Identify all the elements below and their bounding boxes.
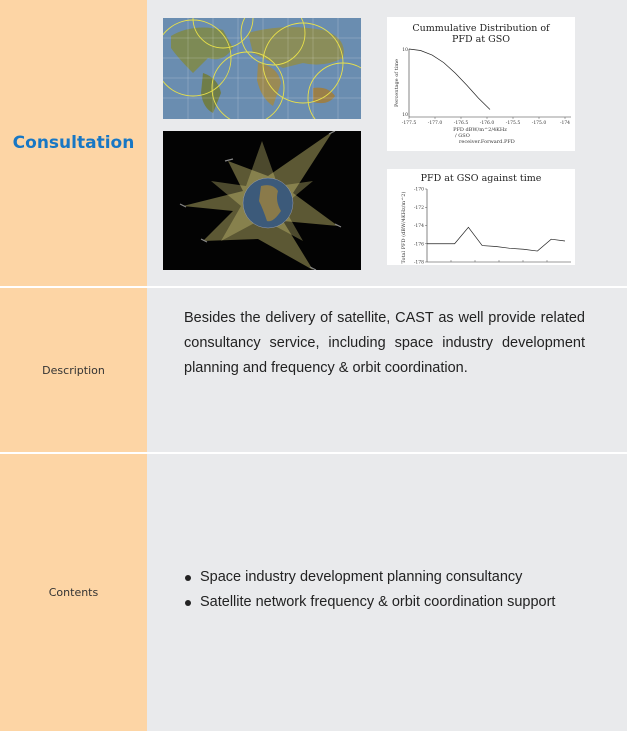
list-item: Space industry development planning consultancy — [184, 565, 555, 590]
description-label-cell — [0, 288, 147, 452]
description-row — [0, 288, 627, 452]
contents-label-cell — [0, 454, 147, 731]
y-axis-label: Percentage of time — [394, 59, 400, 107]
consultation-row — [0, 0, 627, 286]
y-tick-label: 10 — [402, 113, 408, 118]
contents-label: Contents — [48, 586, 99, 599]
y-tick-label: -176 — [413, 242, 424, 248]
cumulative-distribution-chart — [387, 17, 575, 151]
world-coverage-map-image — [163, 18, 361, 119]
chart-title: PFD at GSO against time — [420, 173, 542, 184]
x-tick-label: -175.5 — [505, 121, 521, 126]
consultation-images-cell — [147, 0, 627, 286]
x-tick-label: -176.5 — [453, 121, 469, 126]
y-tick-label: -170 — [413, 187, 424, 193]
contents-list — [184, 565, 555, 615]
section-title: Consultation — [12, 133, 135, 153]
y-tick-label: -178 — [413, 260, 424, 265]
pfd-vs-time-plot — [387, 169, 575, 265]
chart-title-text: Cummulative Distribution of PFD at GSO — [412, 23, 550, 45]
series-line — [427, 227, 565, 251]
description-text: Besides the delivery of satellite, CAST as well provide related consultancy service, including space industry development planning and frequency & orbit coordination. — [184, 310, 585, 376]
contents-cell — [147, 454, 627, 731]
x-axis-label: PFD dBW/m^2/4KHz — [453, 127, 507, 133]
x-tick-label: -177.0 — [427, 121, 443, 126]
y-tick-label: -174 — [413, 224, 424, 229]
x-tick-label: -175.0 — [531, 121, 547, 126]
x-tick-label: -174 — [559, 121, 571, 126]
series-line — [409, 49, 490, 109]
legend-entry: / GSO — [455, 133, 470, 139]
x-tick-label: -177.5 — [401, 121, 417, 126]
description-label: Description — [42, 363, 105, 377]
cumulative-distribution-plot — [387, 17, 575, 151]
pfd-vs-time-chart — [387, 169, 575, 265]
satellite-constellation-image — [163, 131, 361, 270]
y-tick-label: 10 — [402, 48, 408, 53]
y-axis-label: Total PFD (dBW/4KHz/m^2) — [401, 191, 407, 264]
consultation-label-cell — [0, 0, 147, 286]
description-cell — [147, 288, 627, 452]
y-tick-label: -172 — [413, 205, 424, 211]
contents-row — [0, 454, 627, 731]
list-item: Satellite network frequency & orbit coordination support — [184, 590, 555, 615]
x-tick-label: -176.0 — [479, 121, 495, 126]
legend-entry: receiver.Forward.PFD — [459, 139, 515, 145]
